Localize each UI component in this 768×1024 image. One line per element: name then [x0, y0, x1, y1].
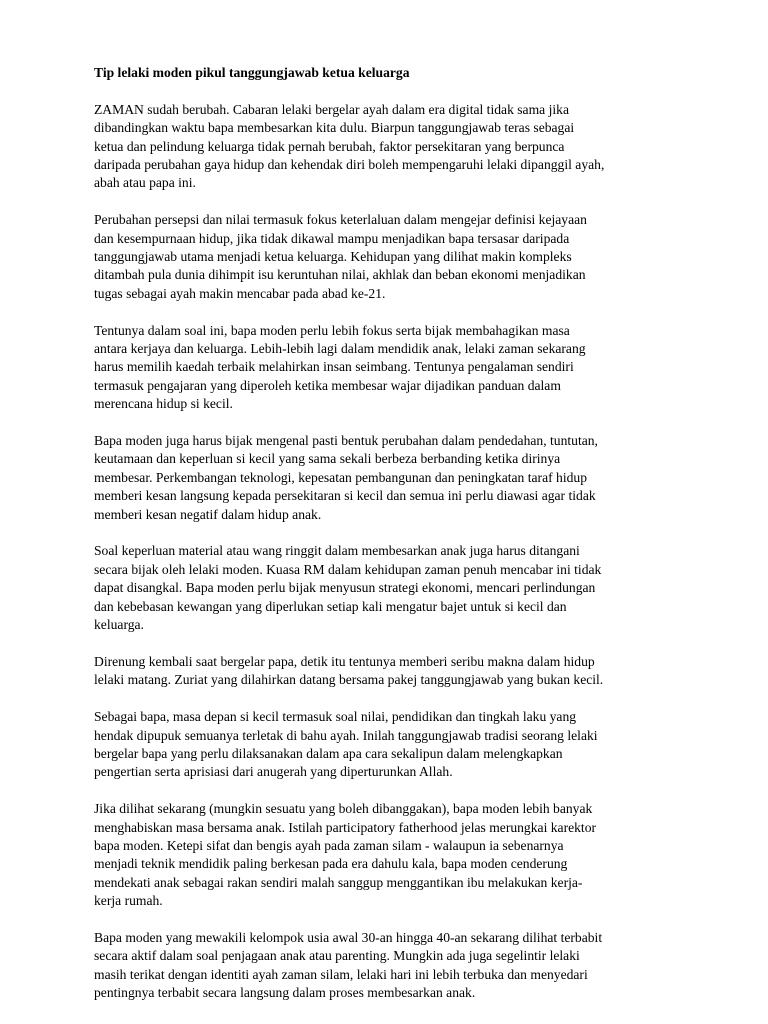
paragraph-line: hendak dipupuk semuanya terletak di bahu ayah. Inilah tanggungjawab tradisi seorang lelaki: [94, 727, 598, 743]
paragraph-line: pentingnya terbabit secara langsung dalam proses membesarkan anak.: [94, 985, 476, 1001]
paragraph-line: Bapa moden juga harus bijak mengenal pasti bentuk perubahan dalam pendedahan, tuntutan,: [94, 433, 598, 449]
paragraph-line: dan kebebasan kewangan yang diperlukan setiap kali mengatur bajet untuk si kecil dan: [94, 598, 567, 614]
paragraph: [94, 708, 694, 782]
paragraph-line: abah atau papa ini.: [94, 175, 196, 191]
paragraph-line: secara aktif dalam soal penjagaan anak atau parenting. Mungkin ada juga segelintir lelaki: [94, 948, 580, 964]
paragraph-line: kerja rumah.: [94, 893, 163, 909]
document-title: Tip lelaki moden pikul tanggungjawab ketua keluarga: [94, 65, 410, 80]
paragraph-line: menjadi teknik mendidik paling berkesan pada era dahulu kala, bapa moden cenderung: [94, 856, 568, 872]
paragraph-line: Jika dilihat sekarang (mungkin sesuatu yang boleh dibanggakan), bapa moden lebih banyak: [94, 801, 593, 817]
paragraph-line: dibandingkan waktu bapa membesarkan kita dulu. Biarpun tanggungjawab teras sebagai: [94, 120, 575, 136]
paragraph-line: bapa moden. Ketepi sifat dan bengis ayah pada zaman silam - walaupun ia sebenarnya: [94, 837, 564, 853]
paragraph-line: dan kesempurnaan hidup, jika tidak dikawal mampu menjadikan bapa tersasar daripada: [94, 230, 570, 246]
paragraph-line: tugas sebagai ayah makin mencabar pada abad ke-21.: [94, 285, 386, 301]
paragraph: [94, 322, 694, 414]
paragraph-line: masih terikat dengan identiti ayah zaman silam, lelaki hari ini lebih terbuka dan menyedari: [94, 966, 588, 982]
paragraph-line: memberi kesan langsung kepada persekitaran si kecil dan semua ini perlu diawasi agar tidak: [94, 488, 596, 504]
paragraph: [94, 101, 694, 193]
paragraph-line: secara bijak oleh lelaki moden. Kuasa RM dalam kehidupan zaman penuh mencabar ini tidak: [94, 561, 602, 577]
paragraph: [94, 929, 694, 1003]
paragraph-line: Direnung kembali saat bergelar papa, detik itu tentunya memberi seribu makna dalam hidup: [94, 653, 595, 669]
paragraph-line: ketua dan pelindung keluarga tidak pernah berubah, faktor persekitaran yang berpunca: [94, 138, 565, 154]
paragraph-line: tanggungjawab utama menjadi ketua keluarga. Kehidupan yang dilihat makin kompleks: [94, 249, 572, 265]
paragraph-line: Soal keperluan material atau wang ringgit dalam membesarkan anak juga harus ditangani: [94, 543, 580, 559]
paragraph-line: mendekati anak sebagai rakan sendiri malah sanggup menggantikan ibu melakukan kerja-: [94, 874, 583, 890]
paragraph: [94, 542, 694, 634]
paragraph-line: lelaki matang. Zuriat yang dilahirkan datang bersama pakej tanggungjawab yang bukan kecil.: [94, 672, 604, 688]
document-body: [94, 101, 694, 1003]
paragraph-line: Perubahan persepsi dan nilai termasuk fokus keterlaluan dalam mengejar definisi kejayaan: [94, 212, 587, 228]
paragraph-line: dapat disangkal. Bapa moden perlu bijak menyusun strategi ekonomi, mencari perlindungan: [94, 580, 596, 596]
paragraph-line: memberi kesan negatif dalam hidup anak.: [94, 506, 322, 522]
paragraph: [94, 653, 694, 690]
paragraph-line: merencana hidup si kecil.: [94, 396, 233, 412]
paragraph: [94, 211, 694, 303]
paragraph-line: antara kerjaya dan keluarga. Lebih-lebih lagi dalam mendidik anak, lelaki zaman sekarang: [94, 341, 586, 357]
paragraph-line: Sebagai bapa, masa depan si kecil termasuk soal nilai, pendidikan dan tingkah laku yang: [94, 709, 577, 725]
paragraph-line: membesar. Perkembangan teknologi, kepesatan pembangunan dan peningkatan taraf hidup: [94, 469, 587, 485]
paragraph-line: ZAMAN sudah berubah. Cabaran lelaki bergelar ayah dalam era digital tidak sama jika: [94, 101, 569, 117]
paragraph-line: keutamaan dan keperluan si kecil yang sama sekali berbeza berbanding ketika dirinya: [94, 451, 561, 467]
paragraph-line: menghabiskan masa bersama anak. Istilah participatory fatherhood jelas merungkai karektor: [94, 819, 597, 835]
paragraph-line: Tentunya dalam soal ini, bapa moden perlu lebih fokus serta bijak membahagikan masa: [94, 322, 570, 338]
paragraph-line: pengertian serta aprisiasi dari anugerah yang diperturunkan Allah.: [94, 764, 453, 780]
paragraph-line: keluarga.: [94, 617, 144, 633]
paragraph-line: Bapa moden yang mewakili kelompok usia awal 30-an hingga 40-an sekarang dilihat terbabit: [94, 929, 603, 945]
paragraph-line: termasuk pengajaran yang diperoleh ketika membesar wajar dijadikan panduan dalam: [94, 377, 561, 393]
paragraph-line: bergelar bapa yang perlu dilaksanakan dalam apa cara sekalipun dalam melengkapkan: [94, 745, 563, 761]
paragraph-line: harus memilih kaedah terbaik melahirkan insan seimbang. Tentunya pengalaman sendiri: [94, 359, 574, 375]
paragraph-line: ditambah pula dunia dihimpit isu keruntuhan nilai, akhlak dan beban ekonomi menjadikan: [94, 267, 586, 283]
paragraph: [94, 800, 694, 910]
paragraph-line: daripada perubahan gaya hidup dan kehendak diri boleh mempengaruhi lelaki dipanggil ayah,: [94, 157, 605, 173]
paragraph: [94, 432, 694, 524]
document-page: [94, 64, 694, 1021]
